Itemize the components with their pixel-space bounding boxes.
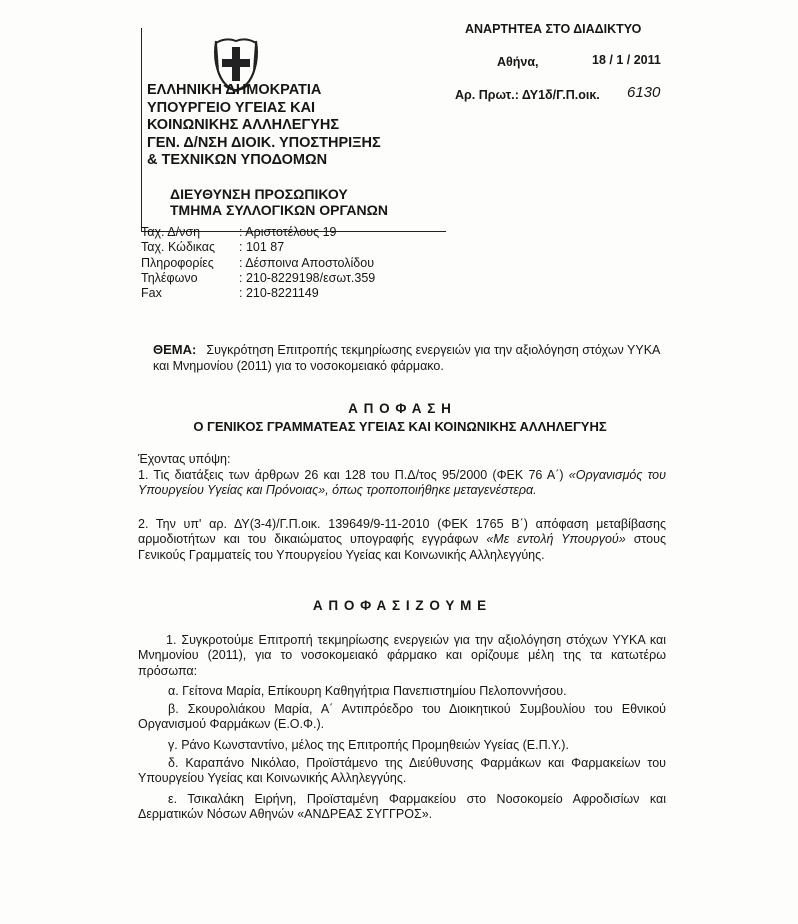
considering-heading: Έχοντας υπόψη: [138, 452, 231, 466]
department-line: ΤΜΗΜΑ ΣΥΛΛΟΓΙΚΩΝ ΟΡΓΑΝΩΝ [170, 202, 388, 218]
considering-item-1 [138, 468, 666, 499]
member-item-b: β. Σκουρολιάκου Μαρία, Α΄ Αντιπρόεδρο του Διοικητικού Συμβουλίου του Εθνικού Οργανισμού Φαρμάκων (Ε.Ο.Φ.). [138, 702, 666, 732]
contact-info [141, 225, 375, 301]
document-date: 18 / 1 / 2011 [592, 53, 661, 67]
city-label: Αθήνα, [497, 55, 539, 69]
contact-label: Ταχ. Κώδικας [141, 240, 216, 255]
protocol-number: 6130 [627, 84, 661, 101]
ministry-line: ΕΛΛΗΝΙΚΗ ΔΗΜΟΚΡΑΤΙΑ [147, 82, 322, 98]
considering-item-1-text: 1. Τις διατάξεις των άρθρων 26 και 128 του Π.Δ/τος 95/2000 (ΦΕΚ 76 Α΄) [138, 468, 569, 482]
decision-title: Α Π Ο Φ Α Σ Η [348, 401, 452, 416]
department-line: ΔΙΕΥΘΥΝΣΗ ΠΡΟΣΩΠΙΚΟΥ [170, 186, 348, 202]
considering-item-2-text: 2. Την υπ' αρ. ΔΥ(3-4)/Γ.Π.οικ. 139649/9-11-2010 (ΦΕΚ 1765 Β΄) απόφαση μεταβίβασης αρμοδιοτήτων και του δικαιώματος υπογραφής εγγράφων [138, 517, 666, 547]
decision-issuer: Ο ΓΕΝΙΚΟΣ ΓΡΑΜΜΑΤΕΑΣ ΥΓΕΙΑΣ ΚΑΙ ΚΟΙΝΩΝΙΚΗΣ ΑΛΛΗΛΕΓΥΗΣ [193, 419, 607, 434]
considering-item-2-italic: «Με εντολή Υπουργού» [486, 532, 626, 547]
subject-text: Συγκρότηση Επιτροπής τεκμηρίωσης ενεργειών για την αξιολόγηση στόχων ΥΥΚΑ και Μνημονίου (2011) για το νοσοκομειακό φάρμακο. [153, 343, 660, 373]
member-item-d: δ. Καραπάνο Νικόλαο, Προϊστάμενο της Διεύθυνσης Φαρμάκων και Φαρμακείων του Υπουργείου Υγείας και Κοινωνικής Αλληλεγγύης. [138, 756, 666, 786]
contact-label: Ταχ. Δ/νση [141, 225, 201, 239]
decide-title: Α Π Ο Φ Α Σ Ι Ζ Ο Υ Μ Ε [312, 598, 488, 613]
contact-label: Τηλέφωνο [141, 270, 198, 285]
contact-row-info [141, 256, 375, 271]
member-item-c: γ. Ράνο Κωνσταντίνο, μέλος της Επιτροπής Προμηθειών Υγείας (Ε.Π.Υ.). [168, 738, 569, 752]
contact-value: : 210-8229198/εσωτ.359 [239, 270, 376, 285]
contact-value: : Αριστοτέλους 19 [239, 225, 337, 239]
protocol-label: Αρ. Πρωτ.: ΔΥ1δ/Γ.Π.οικ. [455, 88, 600, 102]
posting-note: ΑΝΑΡΤΗΤΕΑ ΣΤΟ ΔΙΑΔΙΚΤΥΟ [465, 22, 642, 36]
subject-block [153, 342, 663, 374]
contact-value: : 101 87 [239, 240, 285, 255]
considering-item-2-suffix: στους Γενικούς Γραμματείς του Υπουργείου Υγείας και Κοινωνικής Αλληλεγγύης. [138, 532, 666, 562]
department-block [170, 186, 388, 218]
ministry-line: ΓΕΝ. Δ/ΝΣΗ ΔΙΟΙΚ. ΥΠΟΣΤΗΡΙΞΗΣ [147, 134, 381, 151]
ministry-line: ΥΠΟΥΡΓΕΙΟ ΥΓΕΙΑΣ ΚΑΙ [147, 99, 316, 116]
decide-paragraph: 1. Συγκροτούμε Επιτροπή τεκμηρίωσης ενεργειών για την αξιολόγηση στόχων ΥΥΚΑ και Μνημονίου (2011), για το νοσοκομειακό φάρμακο και ορίζουμε μέλη της τα κατωτέρω πρόσωπα: [138, 633, 666, 678]
ministry-block [147, 82, 381, 170]
contact-label: Πληροφορίες [141, 255, 214, 270]
contact-label: Fax [141, 286, 162, 301]
subject-label: ΘΕΜΑ: [153, 342, 197, 357]
contact-row-fax [141, 286, 375, 301]
ministry-line: ΚΟΙΝΩΝΙΚΗΣ ΑΛΛΗΛΕΓΥΗΣ [147, 117, 340, 133]
contact-value: : 210-8221149 [239, 286, 319, 301]
contact-value: : Δέσποινα Αποστολίδου [239, 255, 375, 270]
considering-item-2 [138, 517, 666, 563]
considering-item-1-italic: «Οργανισμός του Υπουργείου Υγείας και Πρόνοιας», όπως τροποποιήθηκε μεταγενέστερα. [138, 468, 667, 498]
ministry-line: & ΤΕΧΝΙΚΩΝ ΥΠΟΔΟΜΩΝ [147, 152, 328, 168]
contact-row-postcode [141, 240, 375, 255]
contact-row-phone [141, 271, 375, 286]
contact-row-address [141, 225, 375, 240]
member-item-e: ε. Τσικαλάκη Ειρήνη, Προϊσταμένη Φαρμακείου στο Νοσοκομείο Αφροδισίων και Δερματικών Νόσων Αθηνών «ΑΝΔΡΕΑΣ ΣΥΓΓΡΟΣ». [138, 792, 666, 822]
member-item-a: α. Γείτονα Μαρία, Επίκουρη Καθηγήτρια Πανεπιστημίου Πελοποννήσου. [168, 684, 567, 698]
